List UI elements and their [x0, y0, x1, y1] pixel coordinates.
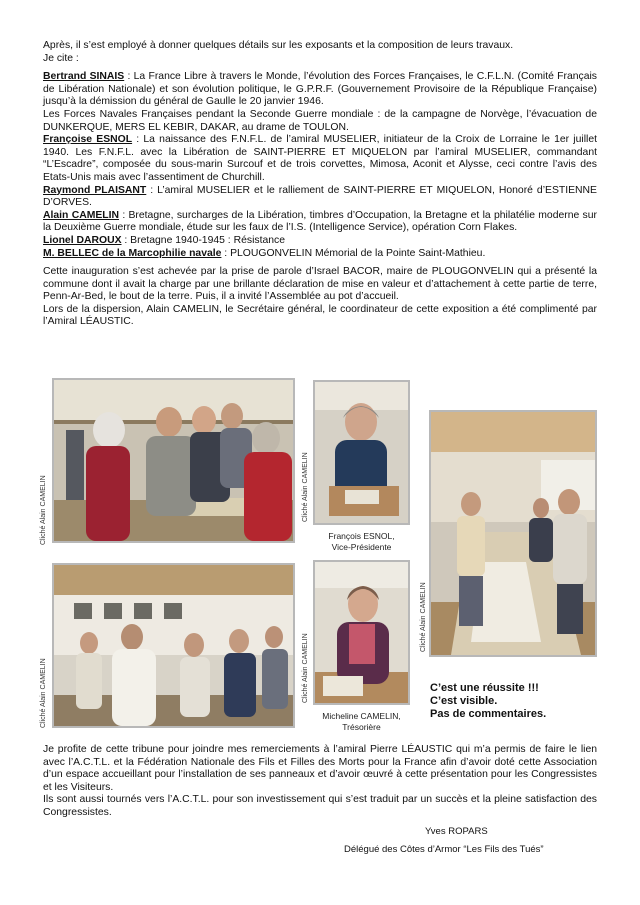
exhibitor-name: M. BELLEC de la Marcophilie navale [43, 247, 222, 259]
paragraph: Cette inauguration s’est achevée par la prise de parole d’Israel BACOR, maire de PLOUGONVELIN qui a présenté la commune dont il avait la charge par une brillante déclaration de mise en valeur et d’attachement à cette partie de terre, Penn-Ar-Bed, le bout de la terre. Puis, il a invité l’Assemblée au pot d’accueil. [43, 266, 597, 303]
exhibitor-text: Les Forces Navales Françaises pendant la Seconde Guerre mondiale : de la campagne de Norvège, l’évacuation de DUNKERQUE, MERS EL KEBIR, DAKAR, au drame de TOULON. [43, 108, 597, 133]
success-line: C’est visible. [430, 695, 498, 707]
caption-role: Trésorière [342, 722, 381, 732]
exhibitor-name: Bertrand SINAIS [43, 71, 125, 83]
photo-image [315, 382, 408, 523]
photo-visitors-room [52, 563, 295, 728]
photo-image [54, 380, 293, 541]
exhibitor-entry [43, 235, 597, 248]
intro-line: Je cite : [43, 52, 79, 64]
success-line: Pas de commentaires. [430, 708, 547, 720]
exhibitor-text: : La France Libre à travers le Monde, l’évolution des Forces Françaises, le C.F.L.N. (Comité Français de Libération Nationale) et son évolution politique, le G.P.R.F. (Gouvernement Provisoire de la République Française) jusqu’à la démission du général de Gaulle le 20 janvier 1946. [43, 71, 597, 108]
exhibitor-text: : PLOUGONVELIN Mémorial de la Pointe Saint-Mathieu. [221, 247, 486, 259]
exhibitor-entry [43, 109, 597, 134]
exhibitor-name: Françoise ESNOL [43, 134, 133, 146]
exhibitor-name: Lionel DAROUX [43, 234, 122, 246]
article-text-top [43, 40, 597, 329]
caption-name: Micheline CAMELIN, [322, 711, 401, 721]
exhibitor-text: : L’amiral MUSELIER et le ralliement de SAINT-PIERRE ET MIQUELON, Honoré d’ESTIENNE D’ORVES. [43, 184, 597, 209]
photo-credit: Cliché Alain CAMELIN [40, 475, 47, 545]
exhibitor-text: : Bretagne 1940-1945 : Résistance [121, 234, 285, 246]
paragraph: Ils sont aussi tournés vers l’A.C.T.L. pour son investissement qui s’est traduit par un succès et la pleine satisfaction des Congressistes. [43, 794, 597, 818]
caption-name: François ESNOL, [328, 531, 395, 541]
success-line: C’est une réussite !!! [430, 682, 539, 694]
photo-credit: Cliché Alain CAMELIN [302, 452, 309, 522]
caption-role: Vice-Présidente [331, 542, 392, 552]
exhibitor-entry [43, 248, 597, 261]
photo-exhibition-hall [429, 410, 597, 657]
photo-credit: Cliché Alain CAMELIN [420, 582, 427, 652]
exhibitor-entry [43, 210, 597, 235]
success-callout [430, 682, 546, 721]
photo-micheline [313, 560, 410, 705]
photo-caption-esnol [313, 531, 410, 553]
paragraph: Je profite de cette tribune pour joindre mes remerciements à l’amiral Pierre LÉAUSTIC qui m’a permis de faire le lien avec l’A.C.T.L. et la Fédération Nationale des Fils et Filles des Morts pour la France afin d’avoir doté cette Association d’un espace accueillant pour l’installation de ses panneaux et d’avoir œuvré à cette présentation pour les Congressistes et les Visiteurs. [43, 744, 597, 793]
exhibitor-name: Raymond PLAISANT [43, 184, 147, 196]
signature-title: Délégué des Côtes d’Armor “Les Fils des Tués” [344, 844, 544, 855]
signature-name: Yves ROPARS [425, 826, 488, 837]
exhibitor-entry [43, 71, 597, 109]
photo-caption-micheline [313, 711, 410, 733]
photo-esnol [313, 380, 410, 525]
exhibitor-name: Alain CAMELIN [43, 209, 120, 221]
paragraph: Lors de la dispersion, Alain CAMELIN, le Secrétaire général, le coordinateur de cette exposition a été complimenté par l’Amiral LÉAUSTIC. [43, 303, 597, 328]
exhibitor-text: : Bretagne, surcharges de la Libération, timbres d’Occupation, la Bretagne et la philatélie moderne sur la Deuxième Guerre mondiale, étude sur les faux de l’I.S. (Intelligence Service), opération Corn Flakes. [43, 209, 597, 234]
photo-credit: Cliché Alain CAMELIN [40, 658, 47, 728]
photo-image [54, 565, 293, 726]
exhibitor-text: : La naissance des F.N.F.L. de l’amiral MUSELIER, initiateur de la Croix de Lorraine le 1er juillet 1940. Les F.N.F.L. avec la Libération de SAINT-PIERRE ET MIQUELON par l’amiral MUSELIER, commandant “L’Escadre”, composée du sous-marin Surcouf et de trois corvettes, Mimosa, Aconit et Alysse, ceci contre l’avis des Etats-Unis mais avec l’assentiment de Churchill. [43, 134, 597, 183]
photo-image [315, 562, 408, 703]
photo-image [431, 412, 595, 655]
article-text-bottom [43, 744, 597, 820]
photo-credit: Cliché Alain CAMELIN [302, 633, 309, 703]
exhibitor-entry [43, 185, 597, 210]
photo-visitors-tables [52, 378, 295, 543]
exhibitor-entry [43, 134, 597, 184]
intro-line: Après, il s’est employé à donner quelques détails sur les exposants et la composition de leurs travaux. [43, 40, 514, 51]
